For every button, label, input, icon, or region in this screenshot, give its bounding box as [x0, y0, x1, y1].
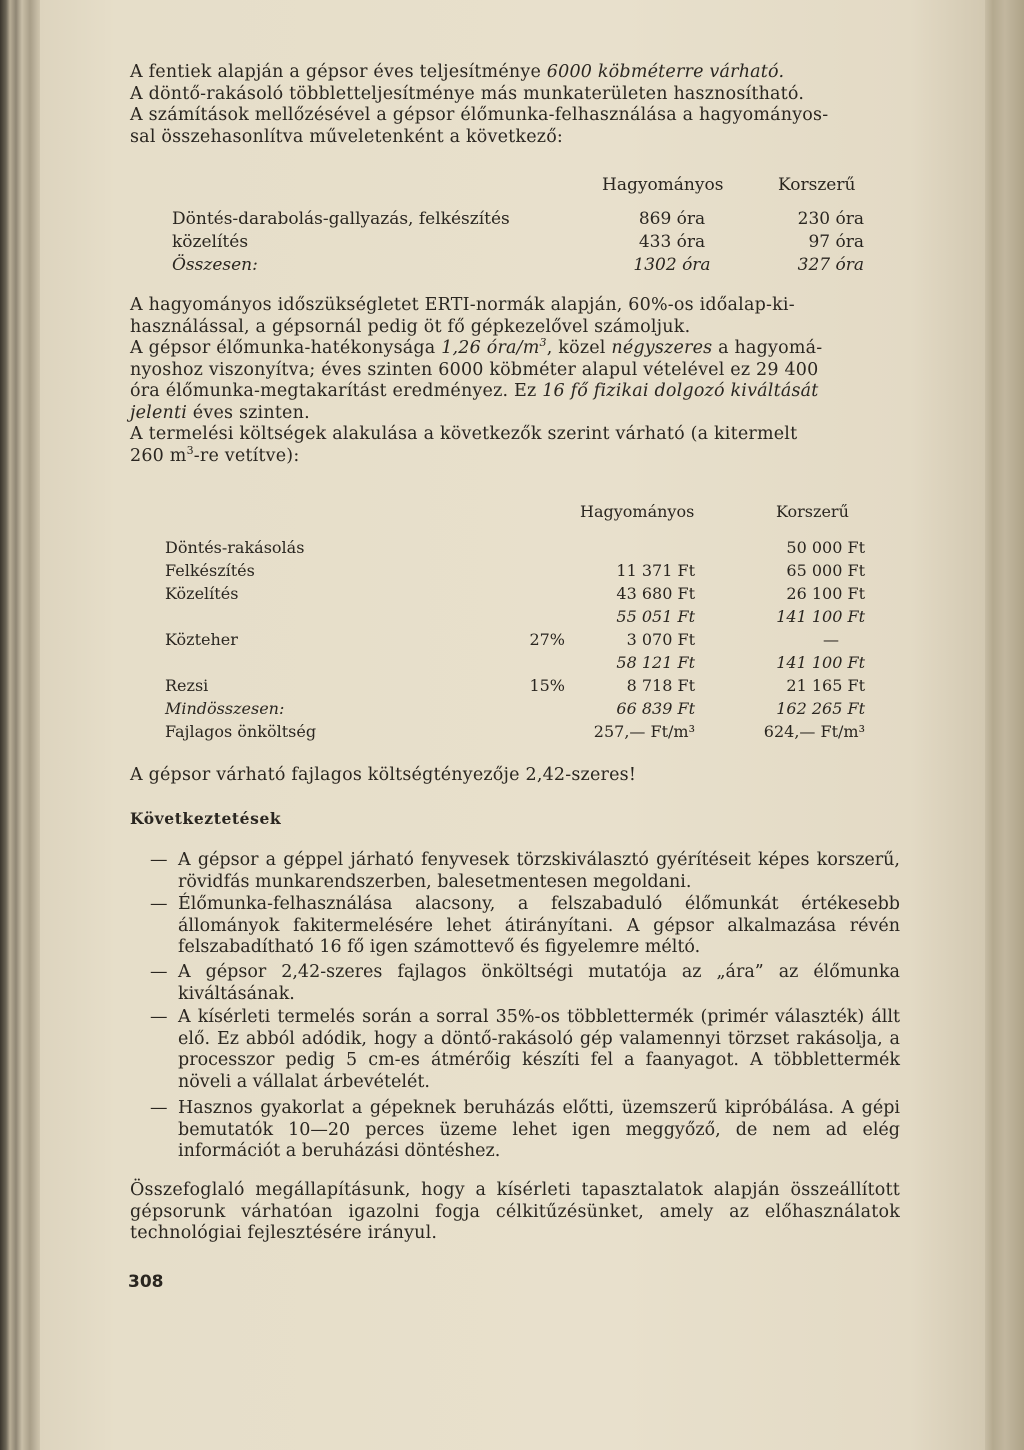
bullet-text: A kísérleti termelés során a sorral 35%-os többlettermék (primér választék) állt elő. Ez abból adódik, hogy a döntő-rakásoló gép valamennyi törzset rakásolja, a processzor pedig 5 cm-es átmérőig készíti fel a faanyagot. A többlettermék növeli a vállalat árbevételét.	[178, 1007, 900, 1092]
intro-line-1-italic: 6000 köbméterre várható.	[546, 62, 785, 82]
table2-label: Mindösszesen:	[165, 699, 285, 718]
table-row	[165, 699, 865, 722]
table-row	[165, 538, 865, 561]
table2-hag: 43 680 Ft	[616, 584, 695, 603]
para2-italic: 1,26 óra/m	[441, 338, 540, 358]
table-row	[165, 676, 865, 699]
table2-hag: 58 121 Ft	[616, 653, 695, 672]
table2-kor: 21 165 Ft	[786, 676, 865, 695]
para2-line-1: A hagyományos időszükségletet ERTI-normák alapján, 60%-os időalap-ki-	[130, 295, 795, 315]
table2-hag: 257,— Ft/m³	[593, 722, 695, 741]
table2-label: Fajlagos önköltség	[165, 722, 317, 741]
table2-pct	[505, 722, 565, 745]
table2-pct: 27%	[529, 630, 565, 649]
dash-marker: —	[150, 1098, 168, 1118]
para2-italic: 16 fő fizikai dolgozó kiváltását	[542, 381, 819, 401]
table-row	[165, 561, 865, 584]
table1-kor: 327 óra	[797, 255, 864, 275]
dash-marker: —	[150, 850, 168, 870]
list-item	[130, 850, 900, 893]
para2-text: , közel	[546, 338, 612, 358]
table2-hag: 55 051 Ft	[616, 607, 695, 626]
table2-label	[165, 653, 505, 676]
table2-kor: 624,— Ft/m³	[763, 722, 865, 741]
para2-text: éves szinten.	[187, 402, 310, 423]
table2-pct	[505, 607, 565, 630]
closing-paragraph: Összefoglaló megállapításunk, hogy a kísérleti tapasztalatok alapján összeállított gépsorunk várhatóan igazolni fogja célkitűzésünket, amely az előhasználatok technológiai fejlesztésére irányul.	[130, 1180, 900, 1243]
table2-label: Döntés-rakásolás	[165, 538, 305, 557]
table2-hag: 11 371 Ft	[616, 561, 695, 580]
para2-text: a hagyomá-	[712, 338, 823, 358]
table2-label: Közelítés	[165, 584, 239, 603]
intro-line-3: A számítások mellőzésével a gépsor élőmunka-felhasználása a hagyományos-	[130, 105, 829, 125]
table2-label: Rezsi	[165, 676, 209, 695]
table1-kor: 97 óra	[808, 232, 864, 252]
bullet-text: A gépsor a géppel járható fenyvesek törzskiválasztó gyérítéseit képes korszerű, rövidfás munkarendszerben, balesetmentesen megoldani.	[178, 850, 900, 892]
table-row	[172, 255, 864, 278]
table-row	[172, 232, 864, 255]
table2-label: Felkészítés	[165, 561, 255, 580]
para2-line-7: A termelési költségek alakulása a következők szerint várható (a kitermelt	[130, 424, 798, 444]
page-edge	[985, 0, 1024, 1450]
intro-line-4: sal összehasonlítva műveletenként a következő:	[130, 126, 564, 147]
list-item	[130, 1007, 900, 1093]
dash-marker: —	[150, 1007, 168, 1027]
table2-header-korszeru: Korszerű	[776, 502, 849, 521]
list-item	[130, 962, 900, 1005]
table2-label: Közteher	[165, 630, 238, 649]
table2-hag: 8 718 Ft	[626, 676, 695, 695]
table2-pct	[505, 561, 565, 584]
para2-sup: 3	[539, 336, 547, 350]
bullet-text: Hasznos gyakorlat a gépeknek beruházás előtti, üzemszerű kipróbálása. A gépi bemutatók 10—20 perces üzeme lehet igen meggyőző, de nem ad elég információt a beruházási döntéshez.	[178, 1098, 900, 1161]
para2-text: óra élőmunka-megtakarítást eredményez. Ez	[130, 381, 543, 401]
table2-kor: —	[823, 630, 839, 649]
list-item	[130, 1098, 900, 1163]
para2-italic: négyszeres	[611, 338, 713, 358]
table1	[172, 209, 864, 278]
table1-label: Összesen:	[172, 255, 258, 275]
para2-italic: jelenti	[130, 402, 188, 423]
table2-pct	[505, 584, 565, 607]
section-heading: Következtetések	[130, 809, 282, 828]
table1-header-hagyomanyos: Hagyományos	[602, 175, 724, 195]
table2-kor: 65 000 Ft	[786, 561, 865, 580]
para2-sup: 3	[186, 443, 194, 457]
table2-label	[165, 607, 505, 630]
table-row	[165, 630, 865, 653]
table2-kor: 141 100 Ft	[776, 653, 865, 672]
table2-pct	[505, 538, 565, 561]
table1-hag: 1302 óra	[633, 255, 711, 275]
page-number: 308	[128, 1272, 164, 1292]
table-row	[165, 722, 865, 745]
table1-header-korszeru: Korszerű	[778, 175, 856, 195]
para2-text: 260 m	[130, 445, 187, 466]
table-row	[165, 584, 865, 607]
dash-marker: —	[150, 894, 168, 914]
table2-kor: 26 100 Ft	[786, 584, 865, 603]
intro-paragraph	[130, 62, 900, 148]
table2-pct: 15%	[529, 676, 565, 695]
dash-marker: —	[150, 962, 168, 982]
para2-text: A gépsor élőmunka-hatékonysága	[130, 338, 442, 358]
table1-label: közelítés	[172, 232, 249, 252]
table1-hag: 433 óra	[638, 232, 706, 252]
table2-pct	[505, 653, 565, 676]
table2	[165, 538, 865, 745]
intro-line-1: A fentiek alapján a gépsor éves teljesítménye	[130, 62, 547, 82]
intro-line-2: A döntő-rakásoló többletteljesítménye más munkaterületen hasznosítható.	[130, 83, 805, 104]
para2-text: -re vetítve):	[193, 445, 300, 466]
table2-kor: 141 100 Ft	[776, 607, 865, 626]
bullet-text: Élőmunka-felhasználása alacsony, a felszabaduló élőmunkát értékesebb állományok fakitermelésére lehet átirányítani. A gépsor alkalmazása révén felszabadítható 16 fő igen számottevő és figyelemre méltó.	[178, 894, 900, 957]
table-row	[165, 653, 865, 676]
bullet-text: A gépsor 2,42-szeres fajlagos önköltségi mutatója az „ára” az élőmunka kiváltásának.	[178, 962, 900, 1004]
para2-line-2: használással, a gépsornál pedig öt fő gépkezelővel számoljuk.	[130, 316, 691, 337]
table1-label: Döntés-darabolás-gallyazás, felkészítés	[172, 209, 510, 229]
paragraph-2	[130, 295, 900, 467]
table2-hag	[565, 538, 695, 561]
para2-line-4: nyoshoz viszonyítva; éves szinten 6000 köbméter alapul vételével ez 29 400	[130, 359, 819, 380]
table2-hag: 3 070 Ft	[626, 630, 695, 649]
table2-kor: 162 265 Ft	[776, 699, 865, 718]
table1-hag: 869 óra	[638, 209, 706, 229]
table2-pct	[505, 699, 565, 722]
table1-kor: 230 óra	[797, 209, 864, 229]
table-row	[172, 209, 864, 232]
factor-line: A gépsor várható fajlagos költségtényezője 2,42-szeres!	[130, 765, 637, 785]
book-spine	[0, 0, 40, 1450]
table2-kor: 50 000 Ft	[786, 538, 865, 557]
table2-header-hagyomanyos: Hagyományos	[580, 502, 695, 521]
table2-hag: 66 839 Ft	[616, 699, 695, 718]
table-row	[165, 607, 865, 630]
list-item	[130, 894, 900, 959]
